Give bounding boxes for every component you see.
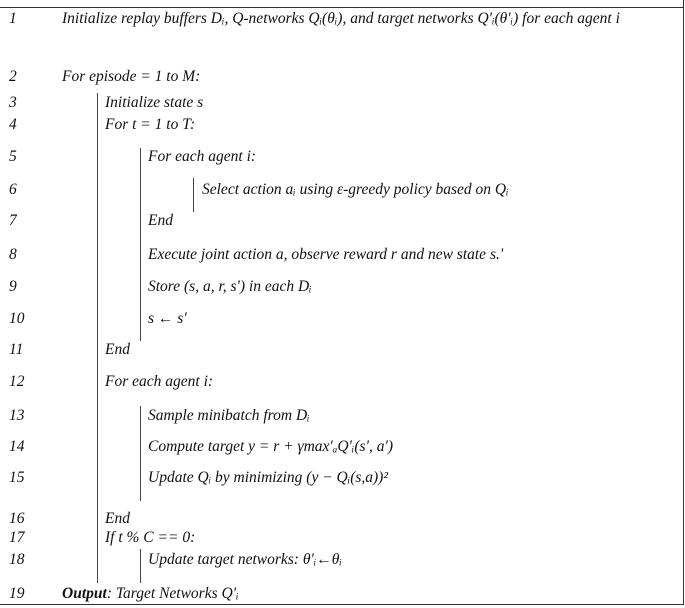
line-text: Select action aᵢ using ε-greedy policy based on Qᵢ bbox=[202, 181, 509, 198]
line-number: 18 bbox=[9, 551, 25, 568]
line-text: End bbox=[105, 510, 130, 527]
algorithm-line bbox=[0, 407, 680, 427]
line-text: End bbox=[148, 212, 173, 229]
table-top-border bbox=[0, 7, 684, 8]
algorithm-line bbox=[0, 212, 680, 232]
algorithm-line bbox=[0, 148, 680, 168]
table-right-border bbox=[683, 0, 684, 605]
algorithm-line bbox=[0, 551, 680, 571]
algorithm-line bbox=[0, 10, 680, 30]
line-text: Initialize state s bbox=[105, 94, 204, 111]
line-text: End bbox=[105, 341, 130, 358]
algorithm-line bbox=[0, 94, 680, 114]
line-number: 12 bbox=[9, 373, 25, 390]
algorithm-line bbox=[0, 469, 680, 489]
line-text: For each agent i: bbox=[105, 373, 214, 390]
line-number: 7 bbox=[9, 212, 17, 229]
line-text: Compute target y = r + γmax′ₐQ′ᵢ(s′, a′) bbox=[148, 438, 394, 455]
algorithm-line bbox=[0, 246, 680, 266]
algorithm-line bbox=[0, 510, 680, 530]
line-number: 5 bbox=[9, 148, 17, 165]
algorithm-line bbox=[0, 310, 680, 330]
line-number: 6 bbox=[9, 181, 17, 198]
line-text: For episode = 1 to M: bbox=[62, 68, 201, 85]
line-number: 13 bbox=[9, 407, 25, 424]
line-text: Initialize replay buffers Dᵢ, Q-networks Qᵢ(θᵢ), and target networks Q′ᵢ(θ′ᵢ) for each agent i bbox=[62, 10, 620, 27]
algorithm-line bbox=[0, 68, 680, 88]
line-text: For each agent i: bbox=[148, 148, 257, 165]
line-number: 1 bbox=[9, 10, 17, 27]
line-number: 16 bbox=[9, 510, 25, 527]
algorithm-line bbox=[0, 278, 680, 298]
line-text: Update target networks: θ′ᵢ←θᵢ bbox=[148, 551, 342, 568]
line-number: 15 bbox=[9, 469, 25, 486]
line-number: 3 bbox=[9, 94, 17, 111]
algorithm-line bbox=[0, 181, 680, 201]
line-number: 19 bbox=[9, 585, 25, 602]
line-number: 17 bbox=[9, 529, 25, 546]
algorithm-line bbox=[0, 529, 680, 549]
line-text: Store (s, a, r, s') in each Dᵢ bbox=[148, 278, 312, 295]
line-number: 4 bbox=[9, 116, 17, 133]
algorithm-line bbox=[0, 116, 680, 136]
algorithm-line bbox=[0, 341, 680, 361]
algorithm-output-line bbox=[0, 585, 680, 605]
line-text: Execute joint action a, observe reward r and new state s.' bbox=[148, 246, 504, 263]
line-number: 2 bbox=[9, 68, 17, 85]
line-number: 8 bbox=[9, 246, 17, 263]
line-text: Sample minibatch from Dᵢ bbox=[148, 407, 310, 424]
line-text: Update Qᵢ by minimizing (y − Qᵢ(s,a))² bbox=[148, 469, 388, 486]
algorithm-line bbox=[0, 438, 680, 458]
line-text: If t % C == 0: bbox=[105, 529, 196, 546]
output-label: Output bbox=[62, 585, 107, 602]
line-text: For t = 1 to T: bbox=[105, 116, 196, 133]
line-text bbox=[62, 585, 239, 603]
algorithm-line bbox=[0, 373, 680, 393]
line-number: 14 bbox=[9, 438, 25, 455]
line-text: s ← s′ bbox=[148, 310, 187, 327]
output-text: : Target Networks Q′ᵢ bbox=[106, 585, 239, 602]
line-number: 11 bbox=[9, 341, 24, 358]
line-number: 10 bbox=[9, 310, 25, 327]
line-number: 9 bbox=[9, 278, 17, 295]
